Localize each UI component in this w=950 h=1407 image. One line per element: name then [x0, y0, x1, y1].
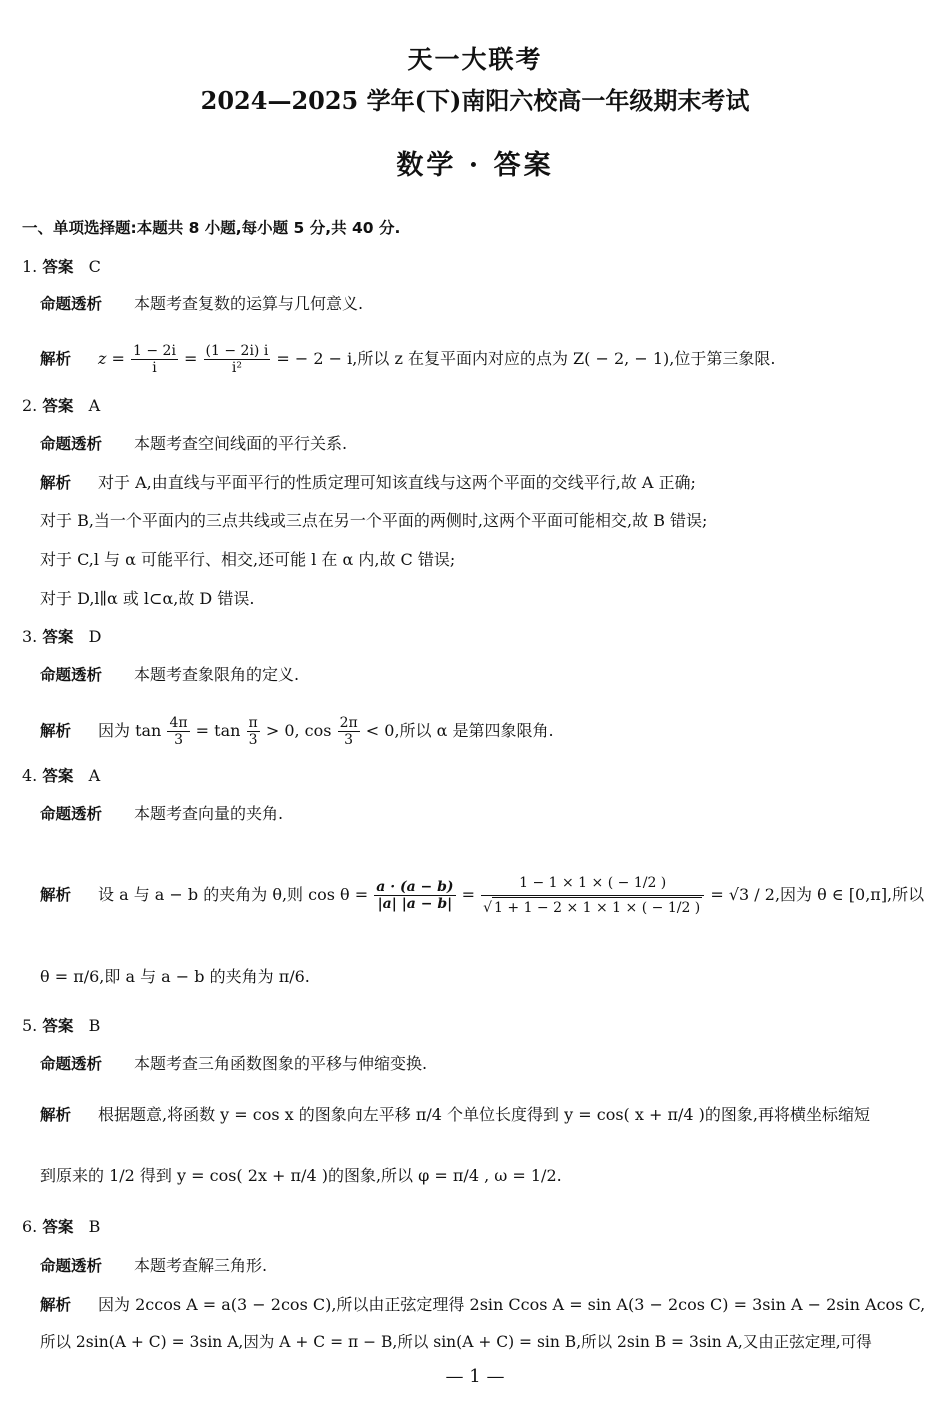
q5-focus: 命题透析 本题考查三角函数图象的平移与伸缩变换. [40, 1054, 428, 1073]
q5-solution-a: 解析 根据题意,将函数 y = cos x 的图象向左平移 π/4 个单位长度得到 y = cos( x + π/4 )的图象,再将横坐标缩短 [40, 1105, 870, 1124]
q4-answer: 4. 答案 A [22, 766, 101, 785]
q2-solution-d: 对于 D,l∥α 或 l⊂α,故 D 错误. [40, 589, 255, 608]
q1-solution: 解析 z = $\frac{1 - 2i}{i}$ = $\frac{(1 - 2i) i}{\text{i²}}$ = − 2 − i,所以 z 在复平面内对应的点为 Z( − 2, − 1),位于第三象限. [40, 343, 776, 376]
q2-solution-b: 对于 B,当一个平面内的三点共线或三点在另一个平面的两侧时,这两个平面可能相交,故 B 错误; [40, 511, 708, 530]
q5-answer: 5. 答案 B [22, 1016, 101, 1035]
q3-focus: 命题透析 本题考查象限角的定义. [40, 665, 300, 684]
title-org: 天一大联考 [407, 45, 543, 74]
title-subject: 数学 · 答案 [396, 150, 554, 181]
q6-answer: 6. 答案 B [22, 1217, 101, 1236]
page-number: — 1 — [445, 1366, 505, 1387]
q2-answer: 2. 答案 A [22, 396, 101, 415]
q1-answer: 1. 答案 C [22, 257, 101, 276]
q2-solution-a: 解析 对于 A,由直线与平面平行的性质定理可知该直线与这两个平面的交线平行,故 A 正确; [40, 473, 696, 492]
q3-answer: 3. 答案 D [22, 627, 102, 646]
q6-focus: 命题透析 本题考查解三角形. [40, 1256, 268, 1275]
section-heading: 一、单项选择题:本题共 8 小题,每小题 5 分,共 40 分. [22, 219, 401, 237]
q4-solution: 解析 设 a 与 a − b 的夹角为 θ,则 cos θ = $\frac{a \cdot (a - b)}{|a| |a - b|}$ = $\frac{1 - 1 \times 1 \times ( - 1/2 )}{√ 1 + 1 - 2 \times 1 \times 1 \times ( - 1/2 )}$ = √3 / 2,因为 θ ∈ [0,π],所以 [40, 875, 925, 916]
title-exam: 2024—2025 学年(下)南阳六校高一年级期末考试 [200, 86, 750, 115]
q6-solution-a: 解析 因为 2ccos A = a(3 − 2cos C),所以由正弦定理得 2sin Ccos A = sin A(3 − 2cos C) = 3sin A − 2sin Acos C, [40, 1295, 926, 1314]
q2-focus: 命题透析 本题考查空间线面的平行关系. [40, 434, 348, 453]
q2-solution-c: 对于 C,l 与 α 可能平行、相交,还可能 l 在 α 内,故 C 错误; [40, 550, 456, 569]
q1-focus: 命题透析 本题考查复数的运算与几何意义. [40, 294, 364, 313]
q4-solution-cont: θ = π/6,即 a 与 a − b 的夹角为 π/6. [40, 967, 310, 986]
q3-solution: 解析 因为 tan $\frac{4\pi}{3}$ = tan $\frac{\pi}{3}$ > 0, cos $\frac{2\pi}{3}$ < 0,所以 α 是第四象限角. [40, 715, 554, 748]
q1-frac-2: $\frac{(1 - 2i) i}{\text{i²}}$ [205, 343, 269, 376]
q6-solution-b: 所以 2sin(A + C) = 3sin A,因为 A + C = π − B,所以 sin(A + C) = sin B,所以 2sin B = 3sin A,又由正弦定理,可得 [40, 1333, 872, 1351]
q4-focus: 命题透析 本题考查向量的夹角. [40, 804, 284, 823]
q5-solution-b: 到原来的 1/2 得到 y = cos( 2x + π/4 )的图象,所以 φ = π/4 , ω = 1/2. [40, 1166, 562, 1185]
q1-frac-1: $\frac{1 - 2i}{i}$ [133, 343, 176, 376]
